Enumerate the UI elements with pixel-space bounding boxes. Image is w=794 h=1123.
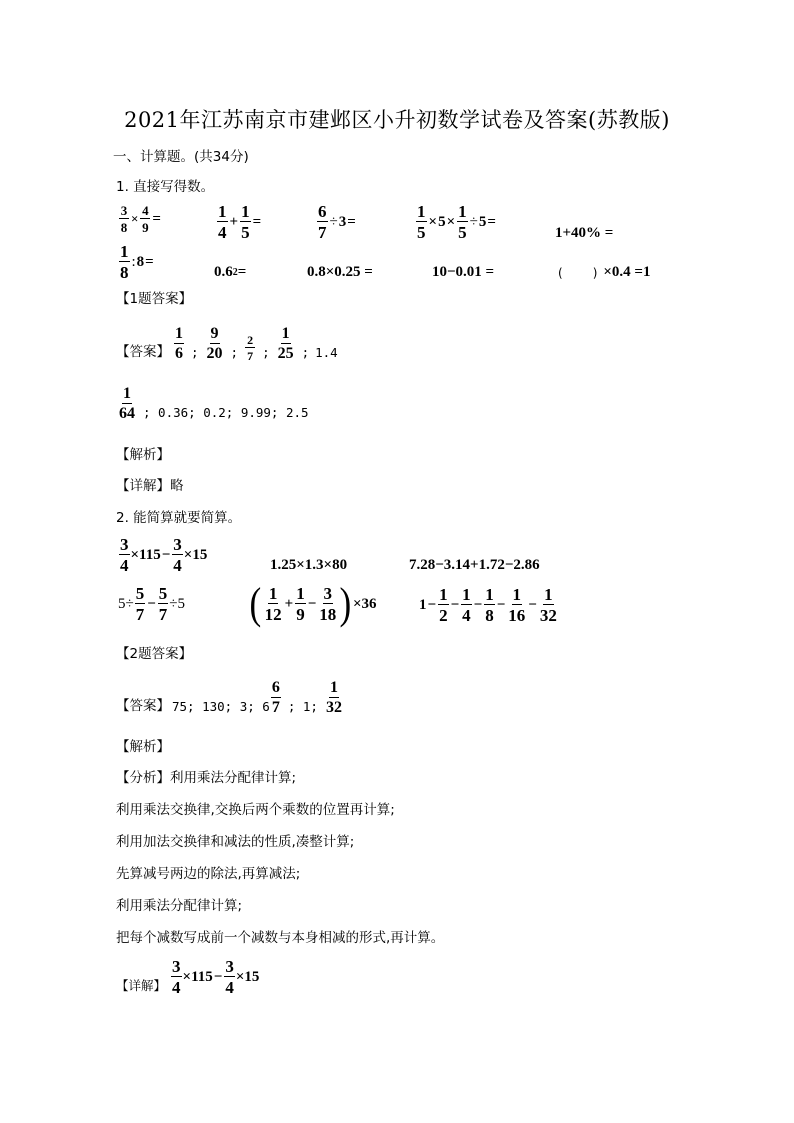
section-heading: 一、计算题。(共34分) xyxy=(113,149,249,165)
document-title: 2021年江苏南京市建邺区小升初数学试卷及答案(苏教版) xyxy=(124,108,670,132)
fraction: $\frac{1}{32}$ xyxy=(539,585,557,625)
fraction: $\frac{5}{7}$ xyxy=(135,584,145,624)
q2-problem-6: 1 − $\frac{1}{2}$ − $\frac{1}{4}$ − $\frac{1}{8}$ − $\frac{1}{16}$ − $\frac{1}{32}$ xyxy=(419,585,557,625)
fraction: $\frac{3}{4}$ xyxy=(225,957,234,997)
answer-fraction: $\frac{9}{20}$ xyxy=(206,325,223,362)
fraction: $\frac{1}{5}$ xyxy=(458,202,467,242)
fraction: $\frac{1}{5}$ xyxy=(241,202,250,242)
fraction: $\frac{1}{4}$ xyxy=(218,202,227,242)
q2-analysis-line-6: 把每个减数写成前一个减数与本身相减的形式,再计算。 xyxy=(116,930,445,946)
fraction: $\frac{1}{8}$ xyxy=(120,242,129,282)
fraction: $\frac{1}{2}$ xyxy=(439,585,448,625)
q1-analysis-label: 【解析】 xyxy=(116,447,170,463)
fraction: $\frac{3}{8}$ xyxy=(120,203,128,235)
q2-problem-5: ( $\frac{1}{12}$ + $\frac{1}{9}$ − $\frac{3}{18}$ ) ×36 xyxy=(249,579,377,628)
q2-analysis-line-2: 利用乘法交换律,交换后两个乘数的位置再计算; xyxy=(116,802,395,818)
fraction: $\frac{1}{5}$ xyxy=(417,202,426,242)
q2-problem-4: 5÷ $\frac{5}{7}$ − $\frac{5}{7}$ ÷5 xyxy=(118,584,186,624)
q1-expr-c: $\frac{6}{7}$ ÷ 3 = xyxy=(318,202,356,242)
answer-fraction: $\frac{2}{7}$ xyxy=(247,333,254,363)
q1-expr-a: $\frac{3}{8}$ × $\frac{4}{9}$ = xyxy=(120,203,161,235)
q2-detail xyxy=(116,958,259,996)
detail-label: 【详解】 xyxy=(116,978,167,993)
question-1-prompt: 1. 直接写得数。 xyxy=(116,179,215,195)
q1-answer-line-1: 【答案】 $\frac{1}{6}$ ; $\frac{9}{20}$ ; $\frac{2}{7}$ ; $\frac{1}{25}$ ; 1.4 xyxy=(116,325,338,363)
answer-fraction: $\frac{1}{32}$ xyxy=(325,679,342,716)
q2-problem-1: $\frac{3}{4}$ ×115 − $\frac{3}{4}$ ×15 xyxy=(120,535,208,575)
q1-expr-d: $\frac{1}{5}$ × 5 × $\frac{1}{5}$ ÷ 5 = xyxy=(417,202,496,242)
q1-expr-j: ( ) ×0.4 =1 xyxy=(558,264,651,280)
q2-analysis-line-1: 【分析】利用乘法分配律计算; xyxy=(116,770,297,786)
answer-fraction: $\frac{1}{64}$ xyxy=(119,385,135,422)
q2-analysis-line-5: 利用乘法分配律计算; xyxy=(116,898,243,914)
q2-analysis-line-4: 先算减号两边的除法,再算减法; xyxy=(116,866,301,882)
answer-fraction: $\frac{6}{7}$ xyxy=(271,679,280,716)
q2-answer-header: 【2题答案】 xyxy=(116,646,193,662)
answer-fraction: $\frac{1}{25}$ xyxy=(277,325,294,362)
q1-expr-f: $\frac{1}{8}$ : 8 = xyxy=(120,242,154,282)
fraction: $\frac{1}{16}$ xyxy=(508,585,526,625)
q2-analysis-line-3: 利用加法交换律和减法的性质,凑整计算; xyxy=(116,834,355,850)
fraction: $\frac{1}{9}$ xyxy=(296,584,305,624)
detail-expression: $\frac{3}{4}$ ×115 − $\frac{3}{4}$ ×15 xyxy=(172,957,260,997)
fraction: $\frac{5}{7}$ xyxy=(158,584,168,624)
q1-expr-h: 0.8×0.25 = xyxy=(307,264,373,280)
question-2-prompt: 2. 能简算就要简算。 xyxy=(116,510,242,526)
q1-expr-e: 1+40% = xyxy=(555,225,614,241)
fraction: $\frac{1}{4}$ xyxy=(462,585,471,625)
q1-expr-g: 0.6 2 = xyxy=(214,264,247,280)
q2-problem-2: 1.25×1.3×80 xyxy=(270,557,348,573)
answer-label: 【答案】 xyxy=(116,698,170,714)
q1-expr-i: 10−0.01 = xyxy=(432,264,495,280)
q2-analysis-label: 【解析】 xyxy=(116,739,170,755)
fraction: $\frac{4}{9}$ xyxy=(142,203,149,235)
q1-answer-header: 【1题答案】 xyxy=(116,291,193,307)
fraction: $\frac{1}{8}$ xyxy=(485,585,494,625)
fraction: $\frac{1}{12}$ xyxy=(264,584,282,624)
q1-answer-line-2: $\frac{1}{64}$ ; 0.36; 0.2; 9.99; 2.5 xyxy=(119,385,309,422)
fraction: $\frac{3}{4}$ xyxy=(173,535,182,575)
q2-problem-3: 7.28−3.14+1.72−2.86 xyxy=(409,557,540,573)
answer-fraction: $\frac{1}{6}$ xyxy=(175,325,183,362)
q1-detail: 【详解】略 xyxy=(116,478,184,494)
fraction: $\frac{3}{4}$ xyxy=(172,957,181,997)
fraction: $\frac{6}{7}$ xyxy=(318,202,327,242)
q1-expr-b: $\frac{1}{4}$ + $\frac{1}{5}$ = xyxy=(218,202,262,242)
q2-answer-line: 【答案】 75; 130; 3; 6 $\frac{6}{7}$ ; 1; $\frac{1}{32}$ xyxy=(116,679,342,716)
answer-label: 【答案】 xyxy=(116,344,170,360)
fraction: $\frac{3}{18}$ xyxy=(319,584,337,624)
fraction: $\frac{3}{4}$ xyxy=(120,535,129,575)
